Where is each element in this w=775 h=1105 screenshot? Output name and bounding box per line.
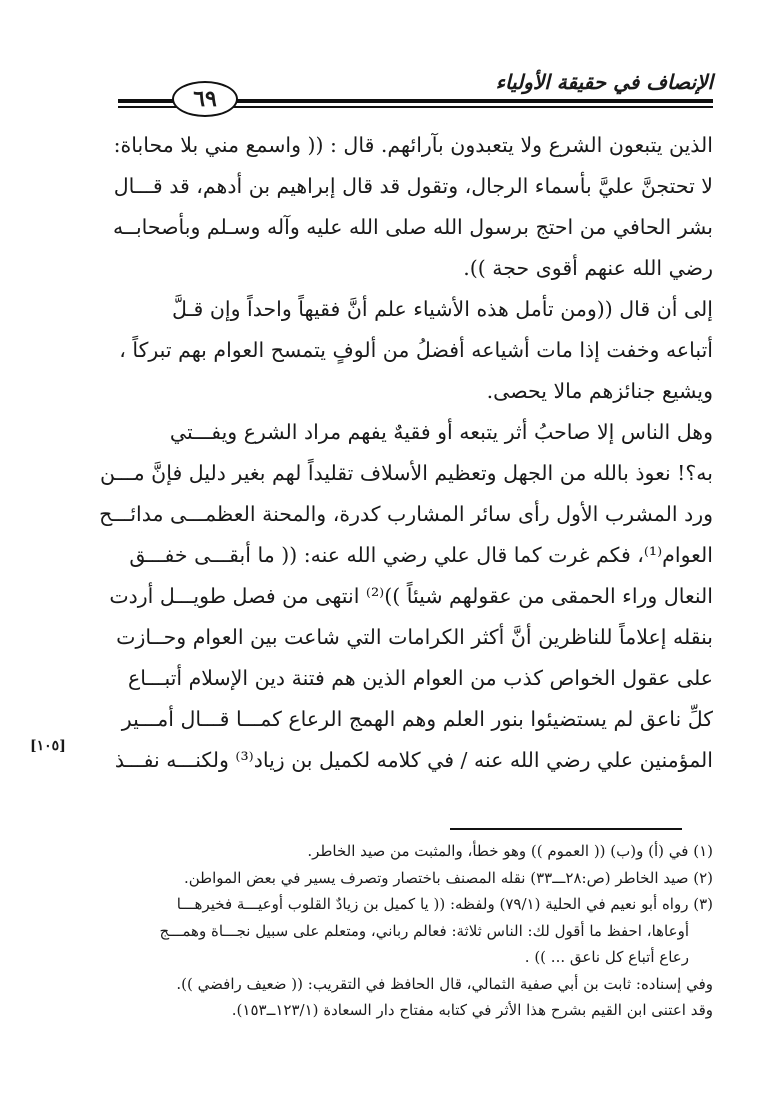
footnote-3: (٣) رواه أبو نعيم في الحلية (٧٩/١) ولفظه: (( يا كميل بن زيادٌ القلوب أوعيـــة فخيرهـــا xyxy=(176,895,713,913)
body-text xyxy=(92,125,713,781)
body-line: ويشيع جنائزهم مالا يحصى. xyxy=(486,379,713,403)
margin-page-reference: [١٠٥] xyxy=(30,738,66,754)
body-line: المؤمنين علي رضي الله عنه / في كلامه لكميل بن زياد⁽³⁾ ولكنـــه نفـــذ xyxy=(114,748,713,772)
footnote-1: (١) في (أ) و(ب) (( العموم )) وهو خطأ، والمثبت من صيد الخاطر. xyxy=(307,842,713,860)
body-line: الذين يتبعون الشرع ولا يتعبدون بآرائهم. قال : (( واسمع مني بلا محاباة: xyxy=(113,133,713,157)
footnote-3-note: وقد اعتنى ابن القيم بشرح هذا الأثر في كتابه مفتاح دار السعادة (١٢٣/١ــ١٥٣). xyxy=(231,1001,713,1019)
body-line: به؟! نعوذ بالله من الجهل وتعظيم الأسلاف تقليداً لهم بغير دليل فإنَّ مـــن xyxy=(100,461,713,485)
body-line: رضي الله عنهم أقوى حجة )). xyxy=(463,256,713,280)
body-line: العوام⁽¹⁾، فكم غرت كما قال علي رضي الله عنه: (( ما أبقـــى خفـــق xyxy=(129,543,713,567)
body-line: النعال وراء الحمقى من عقولهم شيئاً ))⁽²⁾ انتهى من فصل طويـــل أردت xyxy=(109,584,713,608)
footnote-3-continued: أوعاها، احفظ ما أقول لك: الناس ثلاثة: فعالم رباني، ومتعلم على سبيل نجـــاة وهمـــج xyxy=(159,921,689,940)
body-line: على عقول الخواص كذب من العوام الذين هم فتنة دين الإسلام أتبـــاع xyxy=(128,666,713,690)
footnote-separator xyxy=(450,828,682,830)
body-line: كلِّ ناعق لم يستضيئوا بنور العلم وهم الهمج الرعاع كمـــا قـــال أمـــير xyxy=(121,707,713,731)
body-line: أتباعه وخفت إذا مات أشياعه أفضلُ من ألوفٍ يتمسح العوام بهم تبركاً ، xyxy=(119,338,713,362)
footnotes xyxy=(92,838,713,1024)
footnote-3-note: وفي إسناده: ثابت بن أبي صفية الثمالي، قال الحافظ في التقريب: (( ضعيف رافضي )). xyxy=(176,974,713,993)
body-line: لا تحتجنَّ عليَّ بأسماء الرجال، وتقول قد قال إبراهيم بن أدهم، قد قـــال xyxy=(113,174,713,198)
body-line: وهل الناس إلا صاحبُ أثر يتبعه أو فقيهٌ يفهم مراد الشرع ويفـــتي xyxy=(169,420,713,444)
page-number: ٦٩ xyxy=(172,81,238,117)
body-line: ورد المشرب الأول رأى سائر المشارب كدرة، والمحنة العظمـــى مدائـــح xyxy=(99,502,713,526)
footnote-3-continued: رعاع أتباع كل ناعق ... )) . xyxy=(524,948,689,966)
body-line: بنقله إعلاماً للناظرين أنَّ أكثر الكرامات التي شاعت بين العوام وحــازت xyxy=(116,625,713,649)
running-title: الإنصاف في حقيقة الأولياء xyxy=(495,70,713,94)
body-line: بشر الحافي من احتج برسول الله صلى الله عليه وآله وسـلم وبأصحابــه xyxy=(112,215,713,239)
footnote-2: (٢) صيد الخاطر (ص:٢٨ـــ٣٣) نقله المصنف باختصار وتصرف يسير في بعض المواطن. xyxy=(183,868,713,887)
body-line: إلى أن قال ((ومن تأمل هذه الأشياء علم أنَّ فقيهاً واحداً وإن قـلَّ xyxy=(172,297,713,321)
